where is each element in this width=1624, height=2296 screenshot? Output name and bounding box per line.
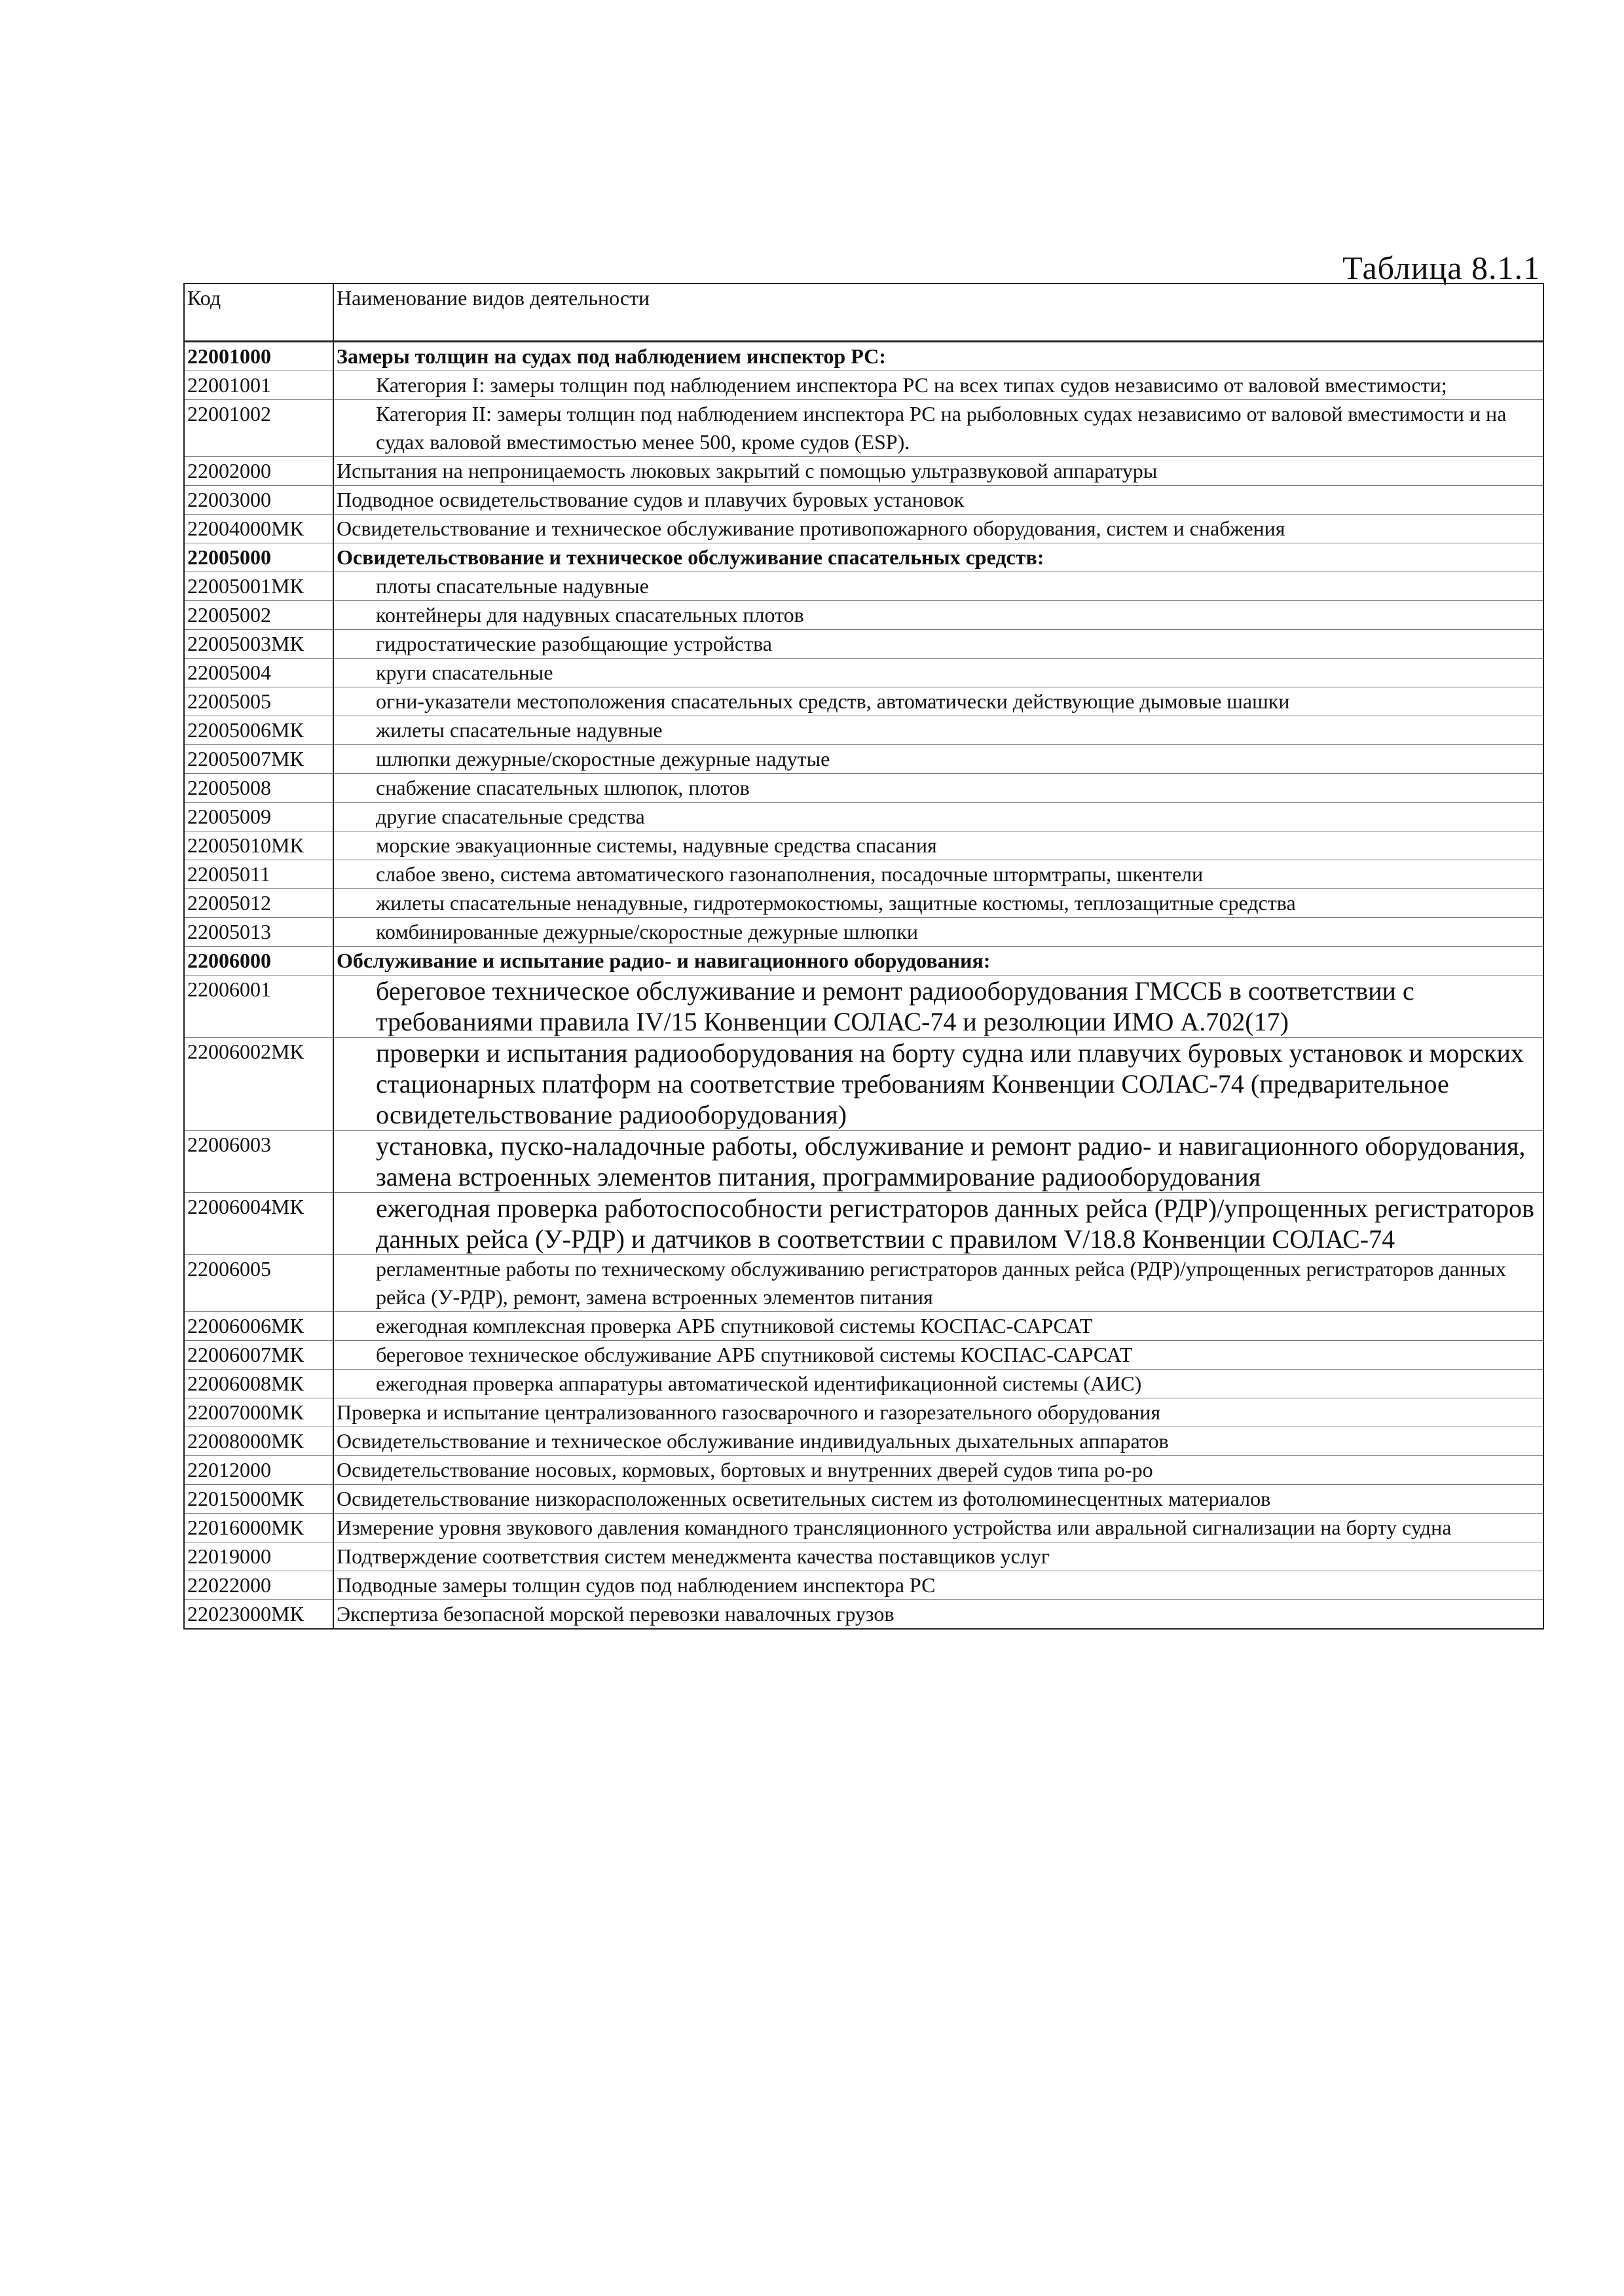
- activity-name: слабое звено, система автоматического газонаполнения, посадочные штормтрапы, шкентели: [333, 860, 1543, 889]
- activity-code: 22006005: [184, 1255, 333, 1312]
- table-row: [184, 630, 1543, 659]
- activity-code: 22003000: [184, 486, 333, 515]
- table-row: [184, 918, 1543, 947]
- table-row: [184, 1193, 1543, 1255]
- activity-name: другие спасательные средства: [333, 803, 1543, 831]
- table-caption: Таблица 8.1.1: [1342, 249, 1540, 286]
- activity-code: 22001000: [184, 342, 333, 371]
- table-row: [184, 774, 1543, 803]
- table-row: [184, 716, 1543, 745]
- table-row: [184, 1542, 1543, 1571]
- table-row: [184, 831, 1543, 860]
- table-row: [184, 745, 1543, 774]
- table-row: [184, 1456, 1543, 1485]
- table-row: [184, 543, 1543, 572]
- table-row: [184, 1131, 1543, 1193]
- activity-name: ежегодная проверка работоспособности регистраторов данных рейса (РДР)/упрощенных регистраторов данных рейса (У-РДР) и датчиков в соответствии с правилом V/18.8 Конвенции СОЛАС-74: [333, 1193, 1543, 1255]
- activity-code: 22005008: [184, 774, 333, 803]
- activity-name: Освидетельствование носовых, кормовых, бортовых и внутренних дверей судов типа ро-ро: [333, 1456, 1543, 1485]
- activity-name: ежегодная проверка аппаратуры автоматической идентификационной системы (АИС): [333, 1370, 1543, 1398]
- table-row: [184, 1038, 1543, 1131]
- activities-table: [183, 283, 1544, 1630]
- activity-code: 22006002МК: [184, 1038, 333, 1131]
- activity-code: 22005013: [184, 918, 333, 947]
- activity-name: Освидетельствование низкорасположенных осветительных систем из фотолюминесцентных материалов: [333, 1485, 1543, 1514]
- header-row: [184, 283, 1543, 342]
- activity-name: Подтверждение соответствия систем менеджмента качества поставщиков услуг: [333, 1542, 1543, 1571]
- activity-code: 22005002: [184, 601, 333, 630]
- activity-code: 22005007МК: [184, 745, 333, 774]
- table-row: [184, 342, 1543, 371]
- activity-code: 22005011: [184, 860, 333, 889]
- activity-name: гидростатические разобщающие устройства: [333, 630, 1543, 659]
- activity-name: жилеты спасательные ненадувные, гидротермокостюмы, защитные костюмы, теплозащитные средства: [333, 889, 1543, 918]
- activity-code: 22006000: [184, 947, 333, 975]
- activity-name: береговое техническое обслуживание и ремонт радиооборудования ГМССБ в соответствии с требованиями правила IV/15 Конвенции СОЛАС-74 и резолюции ИМО А.702(17): [333, 975, 1543, 1038]
- activity-code: 22001001: [184, 371, 333, 400]
- activity-name: круги спасательные: [333, 659, 1543, 687]
- table-row: [184, 860, 1543, 889]
- activity-name: Категория I: замеры толщин под наблюдением инспектора РС на всех типах судов независимо от валовой вместимости;: [333, 371, 1543, 400]
- activity-name: комбинированные дежурные/скоростные дежурные шлюпки: [333, 918, 1543, 947]
- activity-code: 22006004МК: [184, 1193, 333, 1255]
- table-row: [184, 457, 1543, 486]
- table-row: [184, 1600, 1543, 1630]
- activity-name: береговое техническое обслуживание АРБ спутниковой системы КОСПАС-САРСАТ: [333, 1341, 1543, 1370]
- activity-code: 22005000: [184, 543, 333, 572]
- activity-code: 22005010МК: [184, 831, 333, 860]
- activity-code: 22006007МК: [184, 1341, 333, 1370]
- table-row: [184, 1398, 1543, 1427]
- activity-name: контейнеры для надувных спасательных плотов: [333, 601, 1543, 630]
- table-row: [184, 371, 1543, 400]
- table-row: [184, 1255, 1543, 1312]
- activity-code: 22015000МК: [184, 1485, 333, 1514]
- table-row: [184, 1571, 1543, 1600]
- column-header-name: Наименование видов деятельности: [333, 283, 1543, 342]
- activity-code: 22005012: [184, 889, 333, 918]
- table-row: [184, 1427, 1543, 1456]
- activity-name: снабжение спасательных шлюпок, плотов: [333, 774, 1543, 803]
- activity-name: Освидетельствование и техническое обслуживание индивидуальных дыхательных аппаратов: [333, 1427, 1543, 1456]
- activity-name: Проверка и испытание централизованного газосварочного и газорезательного оборудования: [333, 1398, 1543, 1427]
- activity-name: Освидетельствование и техническое обслуживание противопожарного оборудования, систем и снабжения: [333, 515, 1543, 543]
- table-row: [184, 400, 1543, 457]
- column-header-code: Код: [184, 283, 333, 342]
- activity-code: 22005009: [184, 803, 333, 831]
- activity-code: 22023000МК: [184, 1600, 333, 1630]
- activity-name: Освидетельствование и техническое обслуживание спасательных средств:: [333, 543, 1543, 572]
- table-row: [184, 572, 1543, 601]
- activity-name: жилеты спасательные надувные: [333, 716, 1543, 745]
- table-header: [184, 283, 1543, 342]
- activity-code: 22005005: [184, 687, 333, 716]
- activity-name: Подводное освидетельствование судов и плавучих буровых установок: [333, 486, 1543, 515]
- activity-code: 22016000МК: [184, 1514, 333, 1542]
- activity-name: проверки и испытания радиооборудования на борту судна или плавучих буровых установок и морских стационарных платформ на соответствие требованиям Конвенции СОЛАС-74 (предварительное освидетельствование радиооборудования): [333, 1038, 1543, 1131]
- activity-code: 22001002: [184, 400, 333, 457]
- activity-name: Экспертиза безопасной морской перевозки навалочных грузов: [333, 1600, 1543, 1630]
- activity-code: 22007000МК: [184, 1398, 333, 1427]
- table-row: [184, 486, 1543, 515]
- activity-name: Обслуживание и испытание радио- и навигационного оборудования:: [333, 947, 1543, 975]
- table-row: [184, 803, 1543, 831]
- activity-name: установка, пуско-наладочные работы, обслуживание и ремонт радио- и навигационного оборудования, замена встроенных элементов питания, программирование радиооборудования: [333, 1131, 1543, 1193]
- activity-code: 22004000МК: [184, 515, 333, 543]
- activity-name: регламентные работы по техническому обслуживанию регистраторов данных рейса (РДР)/упрощенных регистраторов данных рейса (У-РДР), ремонт, замена встроенных элементов питания: [333, 1255, 1543, 1312]
- table-row: [184, 975, 1543, 1038]
- activity-name: ежегодная комплексная проверка АРБ спутниковой системы КОСПАС-САРСАТ: [333, 1312, 1543, 1341]
- activity-name: Испытания на непроницаемость люковых закрытий с помощью ультразвуковой аппаратуры: [333, 457, 1543, 486]
- activity-name: морские эвакуационные системы, надувные средства спасания: [333, 831, 1543, 860]
- activity-code: 22005001МК: [184, 572, 333, 601]
- table-row: [184, 1312, 1543, 1341]
- activity-code: 22005004: [184, 659, 333, 687]
- activity-code: 22002000: [184, 457, 333, 486]
- table-row: [184, 1514, 1543, 1542]
- table-row: [184, 601, 1543, 630]
- table-row: [184, 1370, 1543, 1398]
- table-row: [184, 1485, 1543, 1514]
- activity-name: Подводные замеры толщин судов под наблюдением инспектора РС: [333, 1571, 1543, 1600]
- activity-name: Категория II: замеры толщин под наблюдением инспектора РС на рыболовных судах независимо от валовой вместимости и на судах валовой вместимостью менее 500, кроме судов (ESP).: [333, 400, 1543, 457]
- activity-name: шлюпки дежурные/скоростные дежурные надутые: [333, 745, 1543, 774]
- table-row: [184, 659, 1543, 687]
- activity-code: 22006006МК: [184, 1312, 333, 1341]
- activity-code: 22005003МК: [184, 630, 333, 659]
- activity-code: 22006008МК: [184, 1370, 333, 1398]
- table-row: [184, 947, 1543, 975]
- activity-name: огни-указатели местоположения спасательных средств, автоматически действующие дымовые шашки: [333, 687, 1543, 716]
- activity-code: 22005006МК: [184, 716, 333, 745]
- activity-code: 22006001: [184, 975, 333, 1038]
- activity-code: 22019000: [184, 1542, 333, 1571]
- activity-code: 22012000: [184, 1456, 333, 1485]
- table-row: [184, 515, 1543, 543]
- activity-code: 22022000: [184, 1571, 333, 1600]
- table-row: [184, 1341, 1543, 1370]
- table-body: [184, 342, 1543, 1630]
- table-row: [184, 687, 1543, 716]
- activity-name: Замеры толщин на судах под наблюдением инспектор РС:: [333, 342, 1543, 371]
- activity-name: Измерение уровня звукового давления командного трансляционного устройства или авральной сигнализации на борту судна: [333, 1514, 1543, 1542]
- table-row: [184, 889, 1543, 918]
- activity-code: 22008000МК: [184, 1427, 333, 1456]
- activity-name: плоты спасательные надувные: [333, 572, 1543, 601]
- activity-code: 22006003: [184, 1131, 333, 1193]
